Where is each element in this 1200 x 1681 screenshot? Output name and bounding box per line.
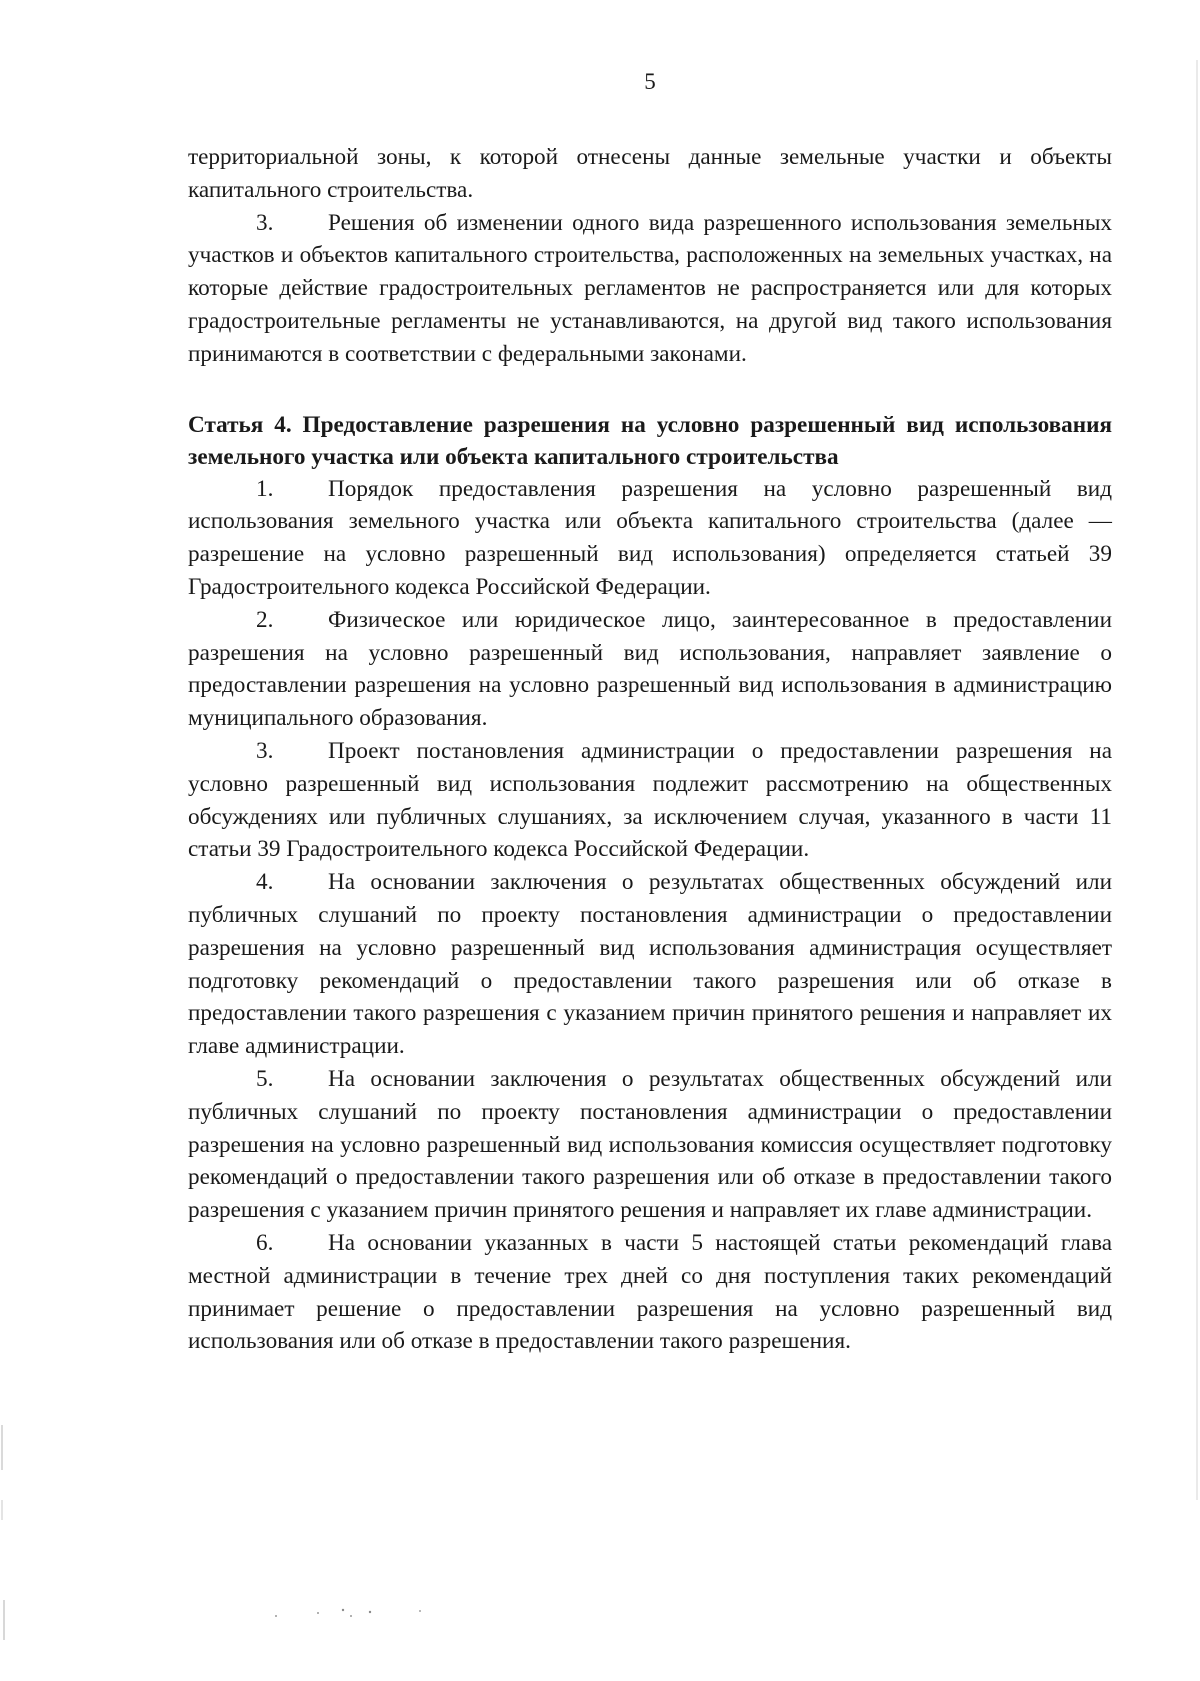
item-text: На основании заключения о результатах общественных обсуждений или публичных слушаний по проекту постановления администрации о предоставлении разрешения на условно разрешенный вид использования комиссия осуществляет подготовку рекомендаций о предоставлении такого разрешения или об отказе в предоставлении такого разрешения с указанием причин принятого решения и направляет их главе администрации. [188, 1065, 1112, 1224]
continuation-paragraph: территориальной зоны, к которой отнесены данные земельные участки и объекты капитального строительства. [188, 144, 1112, 203]
article4-item-5 [188, 1063, 1112, 1227]
item-text: Порядок предоставления разрешения на условно разрешенный вид использования земельного участка или объекта капитального строительства (далее — разрешение на условно разрешенный вид использования) определяется статьей 39 Градостроительного кодекса Российской Федерации. [188, 475, 1112, 600]
item-number: 4. [256, 869, 274, 896]
item-text: Решения об изменении одного вида разрешенного использования земельных участков и объектов капитального строительства, расположенных на земельных участках, на которые действие градостроительных регламентов не распространяется или для которых градостроительные регламенты не устанавливаются, на другой вид такого использования принимаются в соответствии с федеральными законами. [188, 209, 1112, 367]
article4-item-4 [188, 866, 1112, 1063]
item-text: На основании указанных в части 5 настоящей статьи рекомендаций глава местной администрации в течение трех дней со дня поступления таких рекомендаций принимает решение о предоставлении разрешения на условно разрешенный вид использования или об отказе в предоставлении такого разрешения. [188, 1229, 1112, 1355]
item-text: Физическое или юридическое лицо, заинтересованное в предоставлении разрешения на условно разрешенный вид использования, направляет заявление о предоставлении разрешения на условно разрешенный вид использования в администрацию муниципального образования. [188, 606, 1112, 732]
document-body [188, 141, 1112, 1358]
article4-item-2 [188, 604, 1112, 735]
item-number: 3. [256, 209, 274, 236]
item-number: 2. [256, 606, 274, 633]
item-number: 5. [256, 1065, 274, 1092]
item-text: На основании заключения о результатах общественных обсуждений или публичных слушаний по проекту постановления администрации о предоставлении разрешения на условно разрешенный вид использования администрация осуществляет подготовку рекомендаций о предоставлении такого разрешения или об отказе в предоставлении такого разрешения с указанием причин принятого решения и направляет их главе администрации. [188, 869, 1112, 1060]
item-number: 6. [256, 1229, 274, 1256]
item-number: 1. [256, 475, 274, 502]
article4-item-3 [188, 735, 1112, 866]
article4-item-6 [188, 1227, 1112, 1358]
page-number: 5 [644, 69, 656, 94]
item-text: Проект постановления администрации о предоставлении разрешения на условно разрешенный вид использования подлежит рассмотрению на общественных обсуждениях или публичных слушаниях, за исключением случая, указанного в части 11 статьи 39 Градостроительного кодекса Российской Федерации. [188, 737, 1112, 863]
section-spacer [188, 371, 1112, 409]
item-number: 3. [256, 737, 274, 764]
article3-item-3 [188, 207, 1112, 371]
article-heading: Статья 4. Предоставление разрешения на условно разрешенный вид использования земельного участка или объекта капитального строительства [188, 411, 1112, 470]
article4-item-1 [188, 473, 1112, 604]
